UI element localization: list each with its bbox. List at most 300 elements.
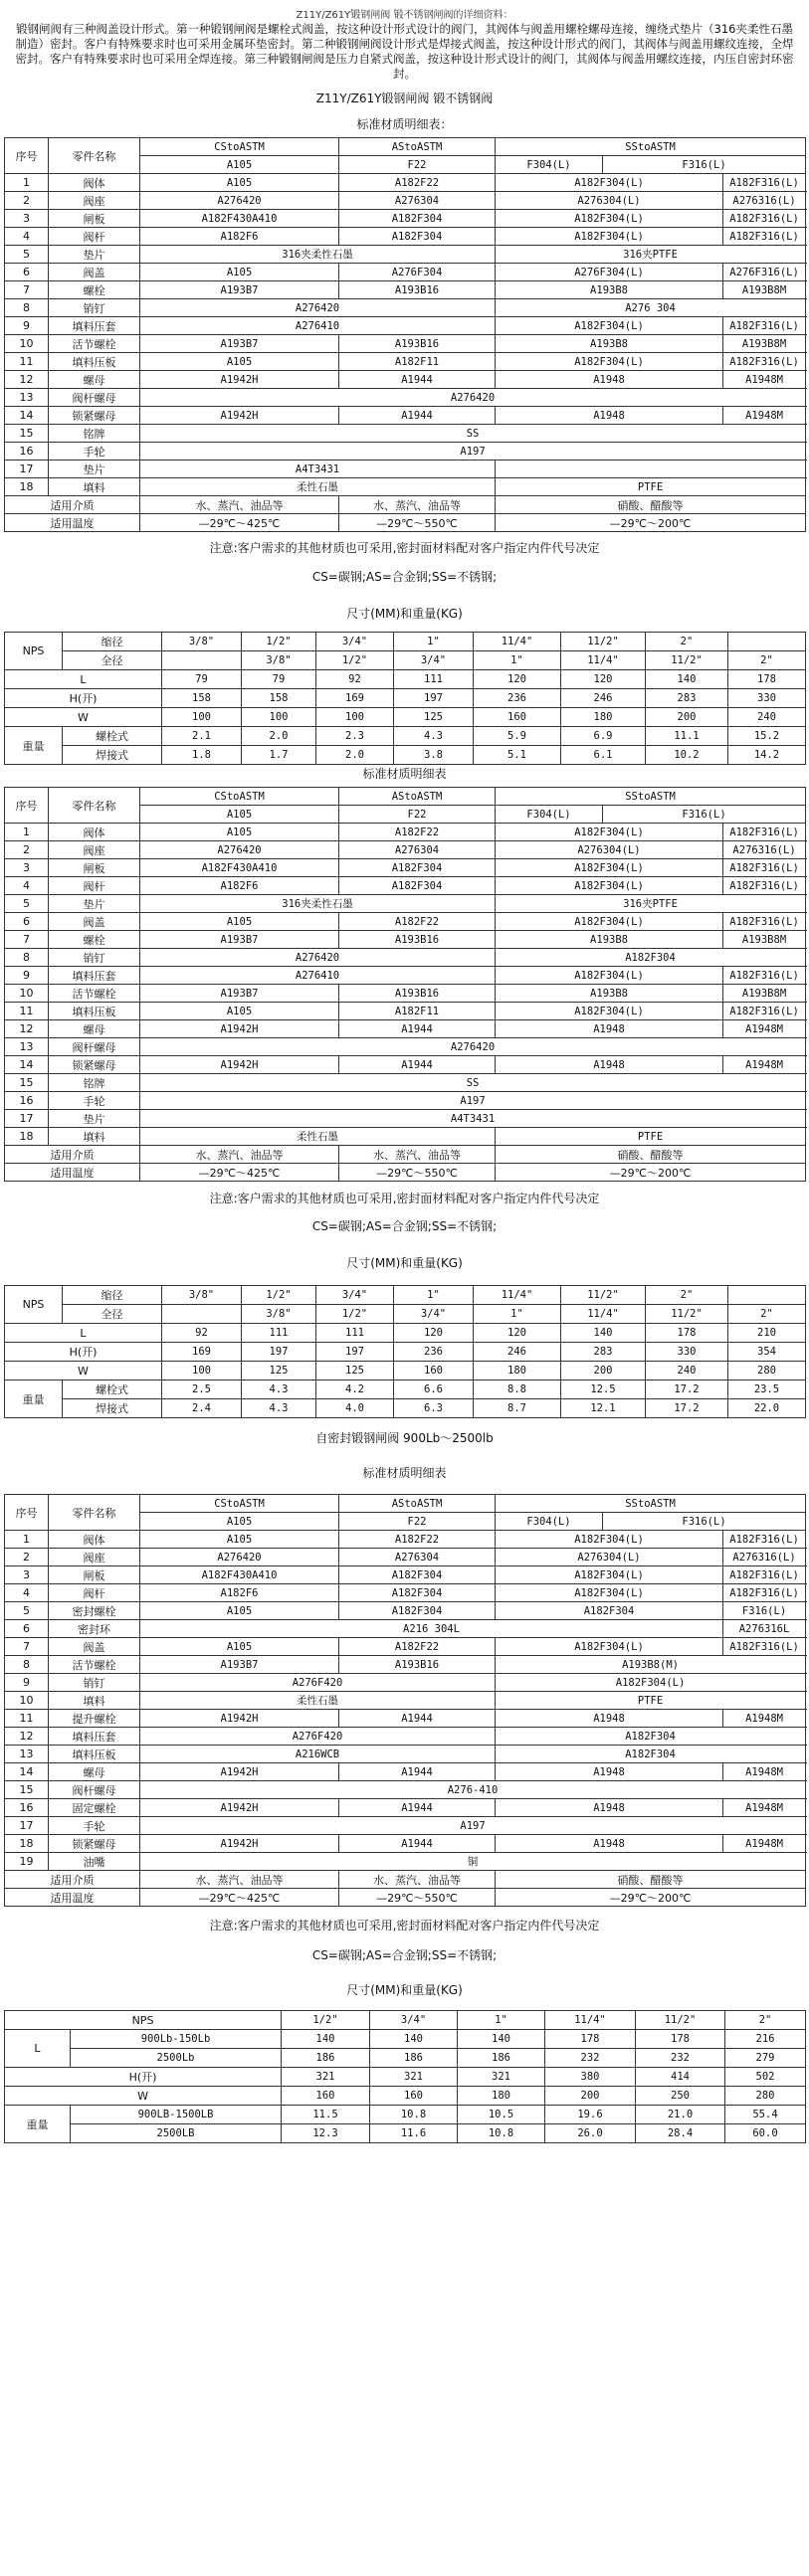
- media-ss: 硝酸、醋酸等: [496, 1871, 806, 1889]
- table-row: [5, 281, 806, 299]
- dim-value: 140: [646, 670, 728, 689]
- row-number: 6: [5, 913, 49, 931]
- col-header-cs: CStoASTM: [140, 138, 339, 156]
- part-name: 阀盖: [49, 264, 140, 281]
- media-label: 适用介质: [5, 496, 140, 514]
- material-cs-as: A276410: [140, 317, 496, 335]
- media-row: [5, 1146, 806, 1164]
- row-number: 6: [5, 264, 49, 281]
- weight-weld-row: [5, 746, 806, 765]
- size-value: [728, 1286, 806, 1305]
- size-value: 11/4": [561, 1305, 646, 1324]
- class-label: 2500LB: [71, 2124, 282, 2143]
- dim-value: 283: [646, 689, 728, 708]
- dim3-weight-row-1: [5, 2106, 806, 2124]
- dim-value: 330: [728, 689, 806, 708]
- material-as: A182F22: [339, 1531, 496, 1549]
- material-f304: A1948: [496, 1710, 723, 1728]
- part-name: 阀杆螺母: [49, 389, 140, 407]
- material-cs-as: A276F420: [140, 1674, 496, 1692]
- row-number: 16: [5, 443, 49, 460]
- weight-value: 2.4: [162, 1399, 242, 1418]
- intro-paragraph: 锻钢闸阀有三种阀盖设计形式。第一种锻钢闸阀是螺栓式阀盖，按这种设计形式设计的阀门，其阀体与阀盖用螺栓螺母连接，缠绕式垫片（316夹柔性石墨制造）密封。客户有特殊要求时也可采用金属环垫密封。第二种锻钢闸阀设计形式是焊接式阀盖，按这种设计形式的阀门，其阀体与阀盖用螺纹连接，全焊密封。客户有特殊要求时也可采用全焊连接。第三种锻钢闸阀是压力自紧式阀盖，按这种设计形式设计的阀门，其阀体与阀盖用螺纹连接，内压自密封环密封。: [15, 22, 794, 81]
- material-cs: A105: [140, 824, 339, 841]
- table-row: [5, 443, 806, 460]
- size-value: 1": [394, 633, 474, 651]
- weight-value: 11.6: [370, 2124, 458, 2143]
- material-f304: A193B8: [496, 985, 723, 1003]
- media-row: [5, 496, 806, 514]
- dim-value: 111: [242, 1324, 316, 1343]
- dim-value: 140: [370, 2030, 458, 2049]
- row-number: 17: [5, 1817, 49, 1835]
- weight-value: 60.0: [725, 2124, 806, 2143]
- row-number: 15: [5, 1781, 49, 1799]
- weight-weld-row: [5, 1399, 806, 1418]
- row-number: 10: [5, 335, 49, 353]
- material-table-title: 标准材质明细表：: [356, 117, 453, 131]
- material-note-1: 注意:客户需求的其他材质也可采用,密封面材料配对客户指定内件代号决定: [209, 541, 600, 555]
- dim-value: 92: [316, 670, 394, 689]
- dim-value: 125: [242, 1362, 316, 1380]
- dim-value: 169: [162, 1343, 242, 1362]
- dim-label: H(开): [5, 2068, 282, 2087]
- table-row: [5, 1003, 806, 1020]
- row-number: 8: [5, 299, 49, 317]
- material-as: A182F22: [339, 1638, 496, 1656]
- weight-value: 10.8: [370, 2106, 458, 2124]
- size-value: 11/2": [636, 2011, 725, 2030]
- dim-value: 100: [162, 708, 242, 727]
- size-value: 3/4": [394, 1305, 474, 1324]
- material-f304: A182F304(L): [496, 1584, 723, 1602]
- dim-value: 79: [162, 670, 242, 689]
- dim-value: 197: [394, 689, 474, 708]
- table-row: [5, 317, 806, 335]
- top-title: Z11Y/Z61Y锻钢闸阀 锻不锈钢闸阀的详细资料：: [296, 10, 513, 21]
- media-as: 水、蒸汽、油品等: [339, 496, 496, 514]
- part-name: 阀盖: [49, 1638, 140, 1656]
- material-f316: A182F316(L): [723, 1566, 806, 1584]
- material-f316: A182F316(L): [723, 859, 806, 877]
- row-number: 8: [5, 949, 49, 967]
- size-value: 1": [474, 651, 561, 670]
- material-as: A276304: [339, 1549, 496, 1566]
- weight-value: 15.2: [728, 727, 806, 746]
- material-f304: A182F304(L): [496, 967, 723, 985]
- material-cs-as: 柔性石墨: [140, 1128, 496, 1146]
- weight-bolt-row: [5, 727, 806, 746]
- part-name: 固定螺栓: [49, 1799, 140, 1817]
- part-name: 活节螺栓: [49, 335, 140, 353]
- material-f304: A182F304(L): [496, 317, 723, 335]
- dim-value: 140: [458, 2030, 545, 2049]
- material-f304: A276F304(L): [496, 264, 723, 281]
- size-value: 1/2": [282, 2011, 370, 2030]
- part-name: 填料: [49, 1692, 140, 1710]
- media-cs: 水、蒸汽、油品等: [140, 1146, 339, 1164]
- row-number: 9: [5, 1674, 49, 1692]
- row-number: 4: [5, 228, 49, 246]
- weight-value: 2.1: [162, 727, 242, 746]
- material-f304: A182F304(L): [496, 353, 723, 371]
- table-row: [5, 335, 806, 353]
- material-cs: A182F6: [140, 877, 339, 895]
- self-seal-title: 自密封锻钢闸阀 900Lb～2500lb: [315, 1431, 494, 1445]
- material-ss: 316夹PTFE: [496, 895, 806, 913]
- row-number: 5: [5, 895, 49, 913]
- row-number: 16: [5, 1092, 49, 1110]
- grade-f304: F304(L): [496, 806, 603, 824]
- material-f316: A1948M: [723, 1710, 806, 1728]
- dim-value: 140: [561, 1324, 646, 1343]
- part-name: 铭牌: [49, 425, 140, 443]
- temp-ss: —29℃～200℃: [496, 1889, 806, 1907]
- size-value: [162, 1305, 242, 1324]
- row-number: 15: [5, 425, 49, 443]
- dim-value: 200: [646, 708, 728, 727]
- media-as: 水、蒸汽、油品等: [339, 1146, 496, 1164]
- material-ss: 316夹PTFE: [496, 246, 806, 264]
- table-row: [5, 210, 806, 228]
- dim3-weight-row-2: [5, 2124, 806, 2143]
- dim-value: 200: [561, 1362, 646, 1380]
- table-row: [5, 478, 806, 496]
- material-f304: A1948: [496, 1020, 723, 1038]
- temp-as: —29℃～550℃: [339, 514, 496, 532]
- media-label: 适用介质: [5, 1871, 140, 1889]
- weight-value: 5.9: [474, 727, 561, 746]
- material-as: A182F304: [339, 859, 496, 877]
- material-f316: A1948M: [723, 1763, 806, 1781]
- part-name: 阀座: [49, 841, 140, 859]
- table-row: [5, 174, 806, 192]
- part-name: 锁紧螺母: [49, 1056, 140, 1074]
- part-name: 销钉: [49, 299, 140, 317]
- table-row: [5, 1020, 806, 1038]
- material-f316: A182F316(L): [723, 353, 806, 371]
- material-f304: A276304(L): [496, 192, 723, 210]
- dim-value: 160: [474, 708, 561, 727]
- dim-title-2: 尺寸(MM)和重量(KG): [346, 1256, 463, 1270]
- dim3-header-row: [5, 2011, 806, 2030]
- material-f304: A193B8: [496, 281, 723, 299]
- material-note-3: 注意:客户需求的其他材质也可采用,密封面材料配对客户指定内件代号决定: [209, 1919, 600, 1932]
- temp-as: —29℃～550℃: [339, 1889, 496, 1907]
- table-row: [5, 1531, 806, 1549]
- full-bore-label: 全径: [63, 651, 162, 670]
- material-f316: A276316(L): [723, 1549, 806, 1566]
- weight-value: 17.2: [646, 1399, 728, 1418]
- material-f304: A1948: [496, 1799, 723, 1817]
- weight-value: 26.0: [545, 2124, 636, 2143]
- table-row: [5, 1710, 806, 1728]
- material-f316: A1948M: [723, 1799, 806, 1817]
- table-row: [5, 1074, 806, 1092]
- dim-value: 100: [162, 1362, 242, 1380]
- col-header-part: 零件名称: [49, 788, 140, 824]
- grade-f22: F22: [339, 806, 496, 824]
- size-value: 2": [646, 633, 728, 651]
- temp-label: 适用温度: [5, 1164, 140, 1182]
- material-cs: A276420: [140, 841, 339, 859]
- media-row: [5, 1871, 806, 1889]
- dim-full-row: [5, 1305, 806, 1324]
- dim-value: 100: [242, 708, 316, 727]
- part-name: 手轮: [49, 1817, 140, 1835]
- material-as: A1944: [339, 371, 496, 389]
- material-cs: A1942H: [140, 407, 339, 425]
- material-cs: A193B7: [140, 335, 339, 353]
- material-cs: A193B7: [140, 985, 339, 1003]
- table-row: [5, 1056, 806, 1074]
- table-header-row: [5, 138, 806, 156]
- weight-bolt-row: [5, 1380, 806, 1399]
- weight-value: 2.0: [316, 746, 394, 765]
- dim-value: 232: [636, 2049, 725, 2068]
- material-cs: A1942H: [140, 1799, 339, 1817]
- table-row: [5, 1692, 806, 1710]
- material-cs: A105: [140, 1638, 339, 1656]
- material-f316: A1948M: [723, 407, 806, 425]
- row-number: 6: [5, 1620, 49, 1638]
- material-f316: A193B8M: [723, 335, 806, 353]
- size-value: 3/4": [316, 1286, 394, 1305]
- size-value: 11/2": [646, 1305, 728, 1324]
- material-cs: A182F6: [140, 228, 339, 246]
- material-as: A182F304: [339, 210, 496, 228]
- material-f316: A276316(L): [723, 841, 806, 859]
- size-value: 1": [394, 1286, 474, 1305]
- size-value: 1/2": [316, 1305, 394, 1324]
- row-number: 14: [5, 407, 49, 425]
- weight-value: 12.3: [282, 2124, 370, 2143]
- table-row: [5, 1566, 806, 1584]
- material-cs-as: A276410: [140, 967, 496, 985]
- dim-value: 321: [458, 2068, 545, 2087]
- material-ss: PTFE: [496, 1692, 806, 1710]
- row-number: 3: [5, 859, 49, 877]
- table-row: [5, 228, 806, 246]
- weight-value: 11.1: [646, 727, 728, 746]
- table-row: [5, 389, 806, 407]
- grade-a105: A105: [140, 1513, 339, 1531]
- dim-label: H(开): [5, 689, 162, 708]
- part-name: 填料压套: [49, 317, 140, 335]
- material-all: A197: [140, 1817, 806, 1835]
- table-row: [5, 425, 806, 443]
- dim3-h-row: [5, 2068, 806, 2087]
- part-name: 阀杆: [49, 877, 140, 895]
- dim-value: 280: [725, 2087, 806, 2106]
- size-value: 2": [728, 1305, 806, 1324]
- material-cs: A182F430A410: [140, 210, 339, 228]
- material-f316: A193B8M: [723, 985, 806, 1003]
- product-line-title: Z11Y/Z61Y锻钢闸阀 锻不锈钢阀: [315, 92, 494, 105]
- dim-value: 502: [725, 2068, 806, 2087]
- row-number: 13: [5, 389, 49, 407]
- row-number: 18: [5, 478, 49, 496]
- table-row: [5, 1674, 806, 1692]
- dimension-table-3: [4, 2010, 805, 2143]
- material-f304: A182F304(L): [496, 1531, 723, 1549]
- dim-value: 236: [474, 689, 561, 708]
- dim-value: 283: [561, 1343, 646, 1362]
- table-row: [5, 824, 806, 841]
- row-number: 12: [5, 1728, 49, 1746]
- part-name: 填料: [49, 1128, 140, 1146]
- temp-label: 适用温度: [5, 1889, 140, 1907]
- media-cs: 水、蒸汽、油品等: [140, 496, 339, 514]
- dim-value: 280: [728, 1362, 806, 1380]
- part-name: 阀杆螺母: [49, 1781, 140, 1799]
- material-as: A182F11: [339, 353, 496, 371]
- dim-value: 216: [725, 2030, 806, 2049]
- grade-a105: A105: [140, 806, 339, 824]
- dim-value: 160: [394, 1362, 474, 1380]
- dim-row-l: [5, 1324, 806, 1343]
- material-f304: A182F304(L): [496, 913, 723, 931]
- table-row: [5, 1038, 806, 1056]
- table-row: [5, 913, 806, 931]
- row-number: 1: [5, 1531, 49, 1549]
- material-as: A1944: [339, 1763, 496, 1781]
- welded-label: 焊接式: [63, 1399, 162, 1418]
- dim-label: L: [5, 670, 162, 689]
- part-name: 销钉: [49, 1674, 140, 1692]
- part-name: 闸板: [49, 1566, 140, 1584]
- weight-value: 21.0: [636, 2106, 725, 2124]
- material-cs: A276420: [140, 1549, 339, 1566]
- row-number: 17: [5, 1110, 49, 1128]
- material-f304: A182F304(L): [496, 877, 723, 895]
- part-name: 垫片: [49, 246, 140, 264]
- size-value: 3/4": [394, 651, 474, 670]
- dim-label: W: [5, 708, 162, 727]
- part-name: 螺母: [49, 1020, 140, 1038]
- size-value: 11/4": [545, 2011, 636, 2030]
- dim-title-1: 尺寸(MM)和重量(KG): [346, 607, 463, 621]
- class-label: 900Lb-150Lb: [71, 2030, 282, 2049]
- material-f316: A1948M: [723, 1056, 806, 1074]
- row-number: 5: [5, 246, 49, 264]
- dim-value: 279: [725, 2049, 806, 2068]
- table-row: [5, 1763, 806, 1781]
- material-all: A4T3431: [140, 1110, 806, 1128]
- material-f304: A276304(L): [496, 841, 723, 859]
- material-table-title-2: 标准材质明细表: [362, 767, 447, 781]
- media-ss: 硝酸、醋酸等: [496, 496, 806, 514]
- abbrev-legend-1: CS=碳钢;AS=合金钢;SS=不锈钢;: [311, 570, 498, 584]
- material-cs-as: A276420: [140, 949, 496, 967]
- row-number: 17: [5, 460, 49, 478]
- table-row: [5, 264, 806, 281]
- dim-value: 330: [646, 1343, 728, 1362]
- row-number: 9: [5, 967, 49, 985]
- table-row: [5, 1835, 806, 1853]
- grade-f22: F22: [339, 1513, 496, 1531]
- dim-row-h: [5, 689, 806, 708]
- row-number: 12: [5, 1020, 49, 1038]
- dim-value: 158: [162, 689, 242, 708]
- dim-value: 236: [394, 1343, 474, 1362]
- size-value: 1/2": [242, 633, 316, 651]
- dim-reduced-row: [5, 633, 806, 651]
- dim-value: 160: [370, 2087, 458, 2106]
- temp-row: [5, 1889, 806, 1907]
- dim-value: 180: [561, 708, 646, 727]
- material-cs: A182F430A410: [140, 859, 339, 877]
- weight-value: 3.8: [394, 746, 474, 765]
- table-row: [5, 407, 806, 425]
- material-as: A182F22: [339, 913, 496, 931]
- table-header-row: [5, 1495, 806, 1513]
- table-row: [5, 1728, 806, 1746]
- table-row: [5, 1746, 806, 1763]
- row-number: 18: [5, 1835, 49, 1853]
- material-table-3: [4, 1494, 805, 1907]
- material-f316: A182F316(L): [723, 228, 806, 246]
- weight-value: 10.8: [458, 2124, 545, 2143]
- dim-value: 125: [394, 708, 474, 727]
- weight-value: 2.5: [162, 1380, 242, 1399]
- material-as: A276304: [339, 192, 496, 210]
- row-number: 5: [5, 1602, 49, 1620]
- row-number: 16: [5, 1799, 49, 1817]
- dim-value: 200: [545, 2087, 636, 2106]
- table-row: [5, 1110, 806, 1128]
- dim3-l-row-1: [5, 2030, 806, 2049]
- material-ss: A193B8(M): [496, 1656, 806, 1674]
- grade-f304: F304(L): [496, 156, 603, 174]
- dim-value: 180: [474, 1362, 561, 1380]
- material-cs: A193B7: [140, 281, 339, 299]
- table-row: [5, 1602, 806, 1620]
- grade-f316: F316(L): [603, 156, 806, 174]
- table-row: [5, 353, 806, 371]
- material-table-1: [4, 137, 805, 532]
- material-cs: A105: [140, 1003, 339, 1020]
- col-header-ss: SStoASTM: [496, 1495, 806, 1513]
- weight-value: 8.8: [474, 1380, 561, 1399]
- weight-value: 4.3: [242, 1380, 316, 1399]
- material-as: A182F22: [339, 824, 496, 841]
- table-row: [5, 1799, 806, 1817]
- size-value: 3/4": [316, 633, 394, 651]
- dim-value: 140: [282, 2030, 370, 2049]
- size-value: 11/2": [561, 633, 646, 651]
- material-all: SS: [140, 425, 806, 443]
- size-value: 11/2": [561, 1286, 646, 1305]
- dim-label: W: [5, 1362, 162, 1380]
- weight-value: 5.1: [474, 746, 561, 765]
- material-all: A197: [140, 1092, 806, 1110]
- dim-value: 180: [458, 2087, 545, 2106]
- row-number: 18: [5, 1128, 49, 1146]
- part-name: 垫片: [49, 895, 140, 913]
- part-name: 铭牌: [49, 1074, 140, 1092]
- material-as: A193B16: [339, 335, 496, 353]
- material-cs: A105: [140, 264, 339, 281]
- part-name: 填料压套: [49, 1728, 140, 1746]
- material-f316: A1948M: [723, 371, 806, 389]
- row-number: 11: [5, 353, 49, 371]
- size-value: 3/8": [162, 1286, 242, 1305]
- size-value: 2": [728, 651, 806, 670]
- material-f316: A182F316(L): [723, 174, 806, 192]
- material-as: A276304: [339, 841, 496, 859]
- part-name: 填料压板: [49, 353, 140, 371]
